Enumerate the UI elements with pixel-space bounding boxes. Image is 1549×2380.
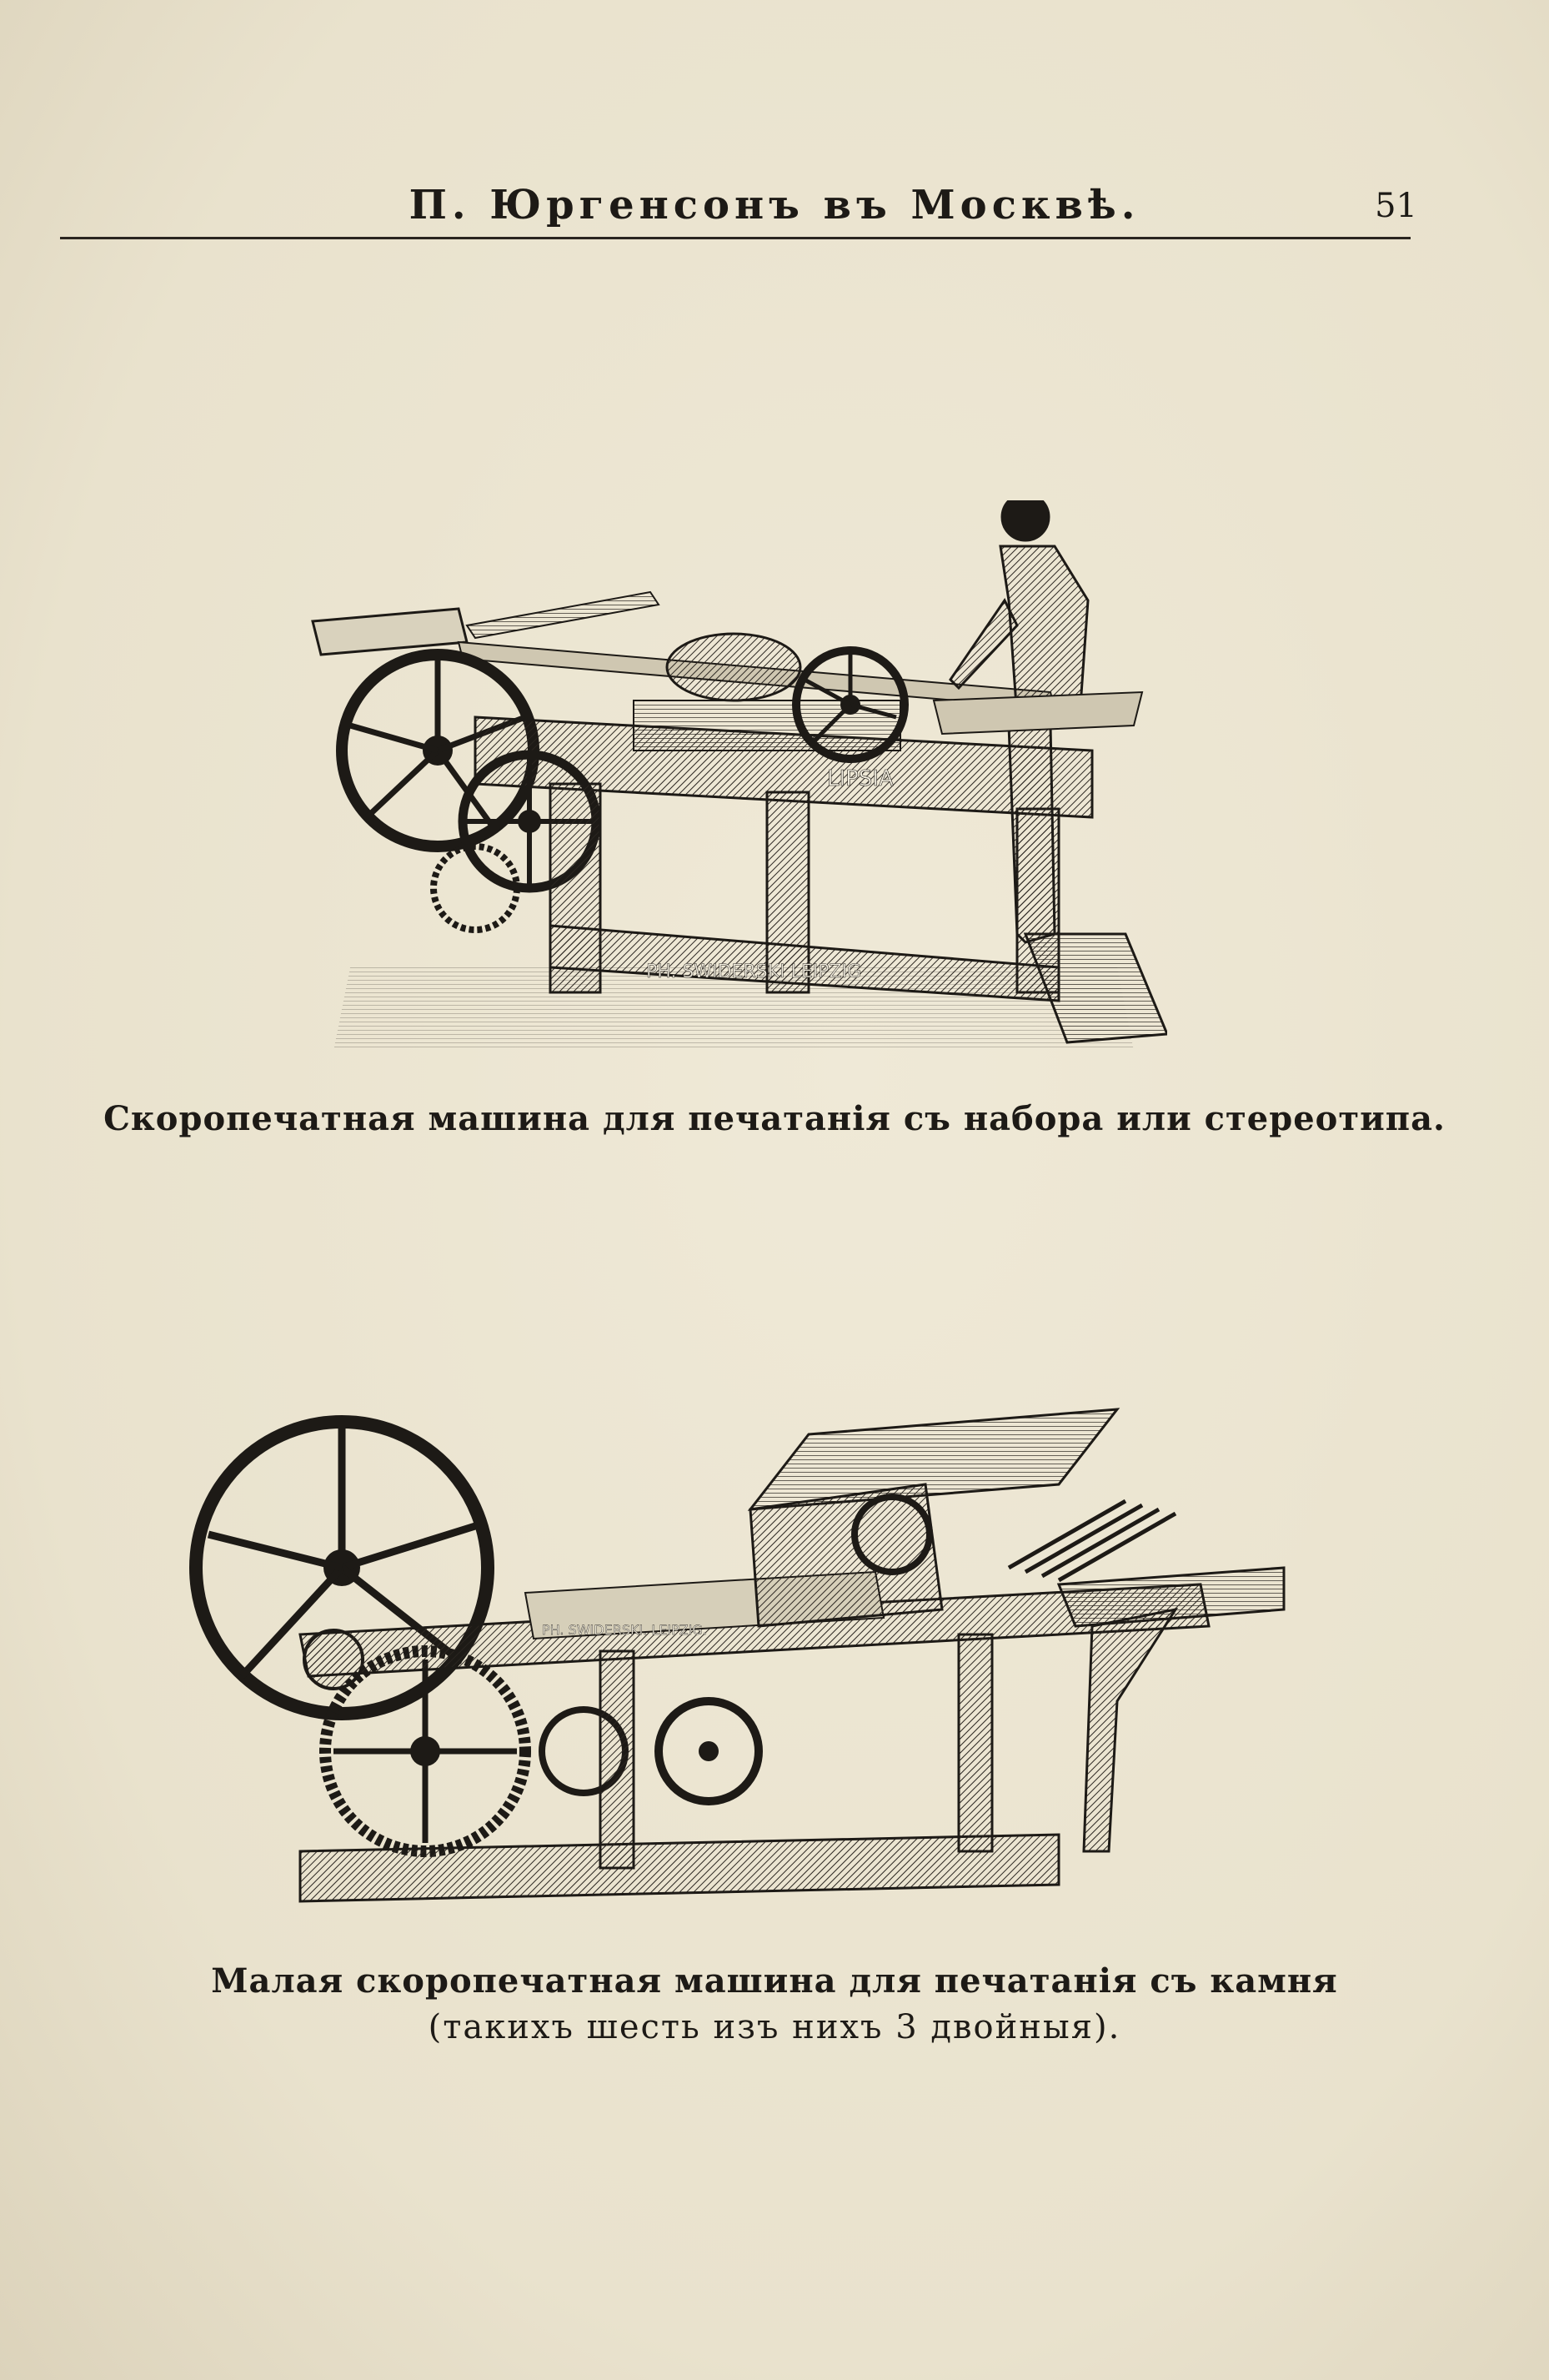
press-label-lipsia: LIPSIA — [827, 766, 894, 791]
figure-caption-cylinder-press: Скоропечатная машина для печатанія съ набора или стереотипа. — [103, 1099, 1446, 1138]
cylinder-press-engraving — [300, 500, 1167, 1059]
running-header: П. Юргенсонъ въ Москвѣ. — [409, 182, 1140, 228]
figure-lithographic-press — [175, 1384, 1301, 1918]
page-number: 51 — [1375, 187, 1417, 225]
press-label-maker: PH. SWIDERSKI LEIPZIG — [646, 962, 862, 982]
figure-caption-lithographic-press: Малая скоропечатная машина для печатанія съ камня — [211, 1961, 1338, 2001]
figure-subcaption-lithographic-press: (такихъ шесть изъ нихъ 3 двойныя). — [428, 2008, 1121, 2046]
litho-press-label-maker: PH. SWIDERSKI. LEIPZIG. — [542, 1622, 707, 1638]
header-rule — [60, 237, 1411, 239]
figure-cylinder-press — [300, 500, 1167, 1059]
lithographic-press-engraving — [175, 1384, 1301, 1918]
